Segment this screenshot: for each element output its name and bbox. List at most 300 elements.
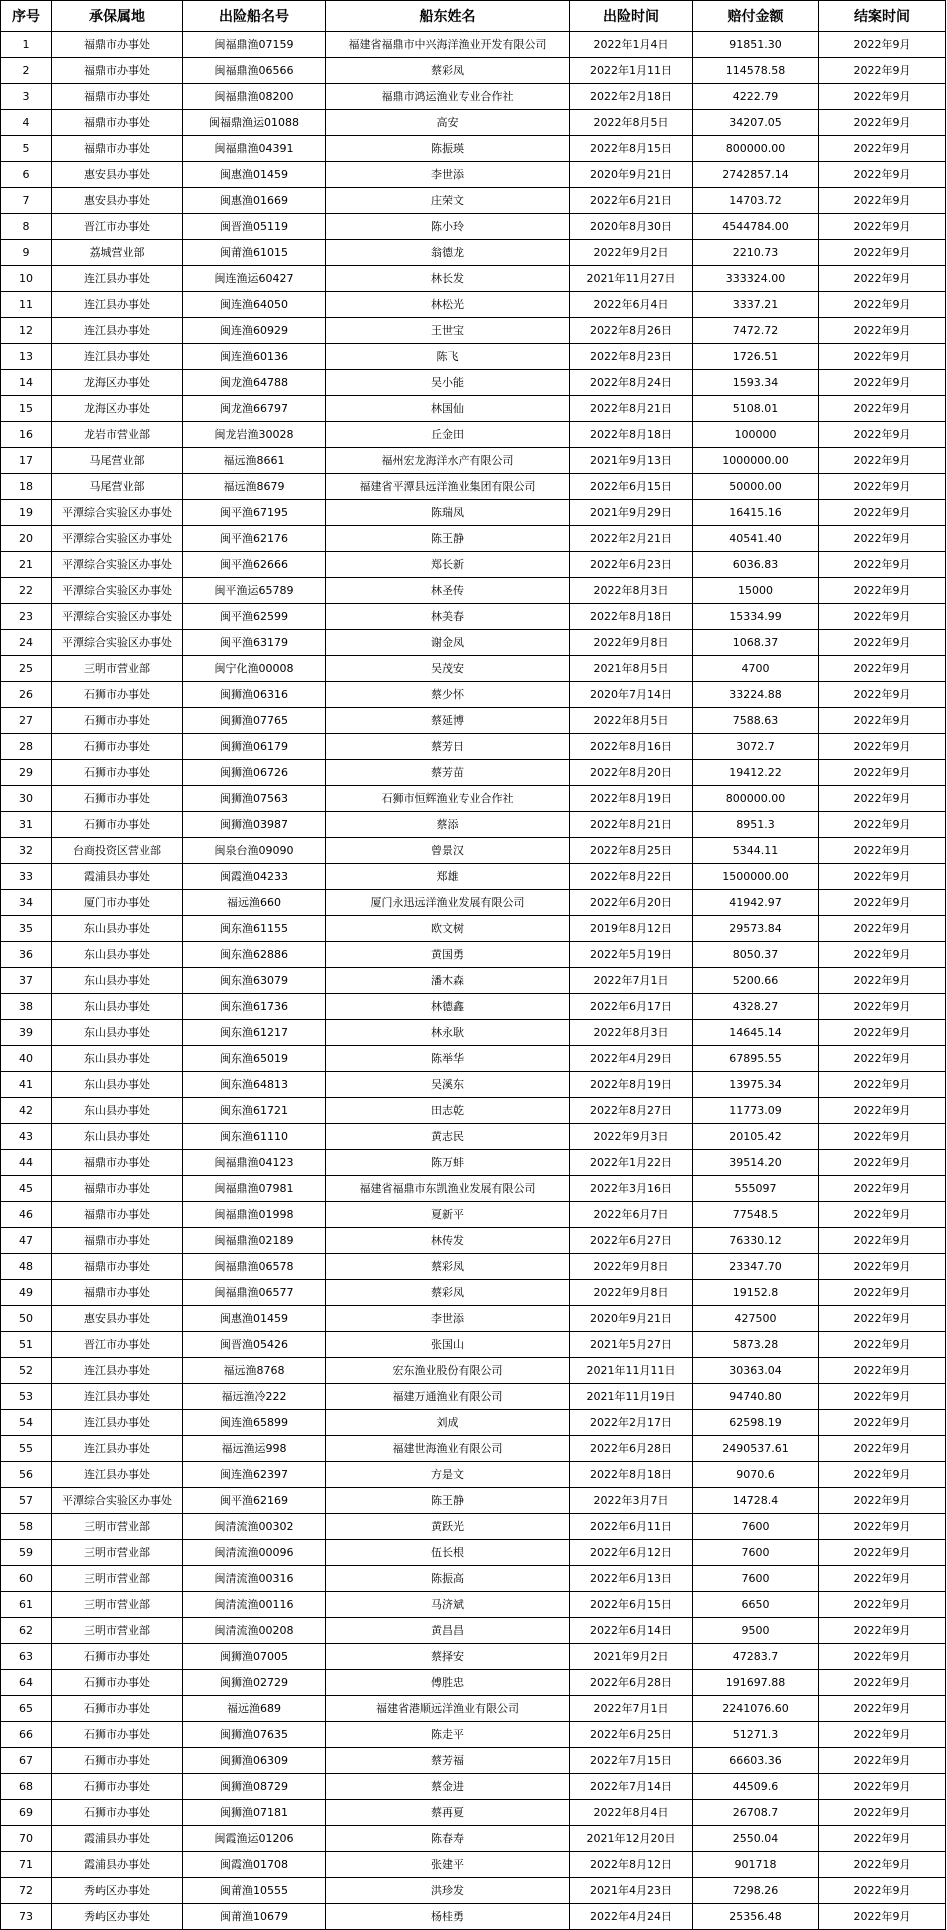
owner-name-cell: 林传发 [326, 1228, 570, 1254]
owner-name-cell: 王世宝 [326, 318, 570, 344]
vessel-name-cell: 福远渔8661 [183, 448, 326, 474]
table-row [1, 266, 946, 292]
index-cell: 54 [1, 1410, 52, 1436]
index-cell: 53 [1, 1384, 52, 1410]
closing-date-cell: 2022年9月 [819, 240, 946, 266]
closing-date-cell: 2022年9月 [819, 1748, 946, 1774]
index-cell: 66 [1, 1722, 52, 1748]
incident-date-cell: 2022年9月3日 [570, 1124, 693, 1150]
table-row [1, 838, 946, 864]
owner-name-cell: 李世添 [326, 162, 570, 188]
vessel-name-cell: 闽连渔60929 [183, 318, 326, 344]
owner-name-cell: 蔡芳苗 [326, 760, 570, 786]
owner-name-cell: 蔡彩凤 [326, 1254, 570, 1280]
insured-location-cell: 龙岩市营业部 [52, 422, 183, 448]
incident-date-cell: 2022年9月2日 [570, 240, 693, 266]
table-row [1, 916, 946, 942]
closing-date-cell: 2022年9月 [819, 214, 946, 240]
index-cell: 14 [1, 370, 52, 396]
owner-name-cell: 陈王静 [326, 1488, 570, 1514]
table-row [1, 1280, 946, 1306]
table-row [1, 630, 946, 656]
payout-amount-cell: 9070.6 [693, 1462, 819, 1488]
payout-amount-cell: 800000.00 [693, 786, 819, 812]
table-header [1, 1, 946, 32]
closing-date-cell: 2022年9月 [819, 578, 946, 604]
closing-date-cell: 2022年9月 [819, 1202, 946, 1228]
vessel-name-cell: 闽莆渔61015 [183, 240, 326, 266]
incident-date-cell: 2020年7月14日 [570, 682, 693, 708]
vessel-name-cell: 闽连渔65899 [183, 1410, 326, 1436]
owner-name-cell: 马济斌 [326, 1592, 570, 1618]
incident-date-cell: 2022年6月15日 [570, 1592, 693, 1618]
insured-location-cell: 平潭综合实验区办事处 [52, 604, 183, 630]
incident-date-cell: 2019年8月12日 [570, 916, 693, 942]
insured-location-cell: 石狮市办事处 [52, 786, 183, 812]
index-cell: 62 [1, 1618, 52, 1644]
incident-date-cell: 2021年4月23日 [570, 1878, 693, 1904]
closing-date-cell: 2022年9月 [819, 1332, 946, 1358]
table-row [1, 1176, 946, 1202]
index-cell: 33 [1, 864, 52, 890]
incident-date-cell: 2022年6月4日 [570, 292, 693, 318]
incident-date-cell: 2022年6月28日 [570, 1436, 693, 1462]
table-row [1, 682, 946, 708]
vessel-name-cell: 闽惠渔01459 [183, 1306, 326, 1332]
insured-location-cell: 东山县办事处 [52, 942, 183, 968]
closing-date-cell: 2022年9月 [819, 1072, 946, 1098]
owner-name-cell: 傅胜忠 [326, 1670, 570, 1696]
owner-name-cell: 陈瑞凤 [326, 500, 570, 526]
vessel-name-cell: 闽龙渔64788 [183, 370, 326, 396]
table-row [1, 1306, 946, 1332]
vessel-name-cell: 闽霞渔01708 [183, 1852, 326, 1878]
insured-location-cell: 平潭综合实验区办事处 [52, 552, 183, 578]
payout-amount-cell: 1068.37 [693, 630, 819, 656]
index-cell: 73 [1, 1904, 52, 1930]
closing-date-cell: 2022年9月 [819, 1488, 946, 1514]
vessel-name-cell: 闽狮渔07635 [183, 1722, 326, 1748]
closing-date-cell: 2022年9月 [819, 84, 946, 110]
payout-amount-cell: 8951.3 [693, 812, 819, 838]
index-cell: 5 [1, 136, 52, 162]
owner-name-cell: 陈振高 [326, 1566, 570, 1592]
insured-location-cell: 连江县办事处 [52, 344, 183, 370]
owner-name-cell: 石狮市恒辉渔业专业合作社 [326, 786, 570, 812]
incident-date-cell: 2022年8月5日 [570, 110, 693, 136]
incident-date-cell: 2022年8月18日 [570, 422, 693, 448]
payout-amount-cell: 91851.30 [693, 32, 819, 58]
incident-date-cell: 2021年11月11日 [570, 1358, 693, 1384]
insured-location-cell: 福鼎市办事处 [52, 1150, 183, 1176]
table-row [1, 292, 946, 318]
insured-location-cell: 福鼎市办事处 [52, 1254, 183, 1280]
payout-amount-cell: 14703.72 [693, 188, 819, 214]
vessel-name-cell: 闽东渔61721 [183, 1098, 326, 1124]
incident-date-cell: 2021年9月2日 [570, 1644, 693, 1670]
table-row [1, 370, 946, 396]
incident-date-cell: 2022年8月12日 [570, 1852, 693, 1878]
index-cell: 10 [1, 266, 52, 292]
owner-name-cell: 李世添 [326, 1306, 570, 1332]
closing-date-cell: 2022年9月 [819, 422, 946, 448]
payout-amount-cell: 9500 [693, 1618, 819, 1644]
incident-date-cell: 2022年9月8日 [570, 1280, 693, 1306]
closing-date-cell: 2022年9月 [819, 526, 946, 552]
payout-amount-cell: 30363.04 [693, 1358, 819, 1384]
vessel-name-cell: 闽泉台渔09090 [183, 838, 326, 864]
incident-date-cell: 2022年7月1日 [570, 1696, 693, 1722]
insured-location-cell: 东山县办事处 [52, 1124, 183, 1150]
insured-location-cell: 晋江市办事处 [52, 214, 183, 240]
vessel-name-cell: 闽狮渔07563 [183, 786, 326, 812]
index-cell: 57 [1, 1488, 52, 1514]
payout-amount-cell: 19412.22 [693, 760, 819, 786]
payout-amount-cell: 114578.58 [693, 58, 819, 84]
insured-location-cell: 荔城营业部 [52, 240, 183, 266]
vessel-name-cell: 福远渔8679 [183, 474, 326, 500]
table-row [1, 1748, 946, 1774]
vessel-name-cell: 闽东渔61110 [183, 1124, 326, 1150]
vessel-name-cell: 闽福鼎渔02189 [183, 1228, 326, 1254]
vessel-name-cell: 闽龙岩渔30028 [183, 422, 326, 448]
owner-name-cell: 翁德龙 [326, 240, 570, 266]
owner-name-cell: 陈举华 [326, 1046, 570, 1072]
payout-amount-cell: 11773.09 [693, 1098, 819, 1124]
incident-date-cell: 2022年6月13日 [570, 1566, 693, 1592]
vessel-name-cell: 闽福鼎渔07159 [183, 32, 326, 58]
payout-amount-cell: 1593.34 [693, 370, 819, 396]
closing-date-cell: 2022年9月 [819, 162, 946, 188]
index-cell: 60 [1, 1566, 52, 1592]
incident-date-cell: 2022年8月23日 [570, 344, 693, 370]
owner-name-cell: 郑长新 [326, 552, 570, 578]
owner-name-cell: 陈走平 [326, 1722, 570, 1748]
owner-name-cell: 福建万通渔业有限公司 [326, 1384, 570, 1410]
closing-date-cell: 2022年9月 [819, 318, 946, 344]
vessel-name-cell: 闽清流渔00302 [183, 1514, 326, 1540]
insured-location-cell: 东山县办事处 [52, 916, 183, 942]
insured-location-cell: 福鼎市办事处 [52, 136, 183, 162]
owner-name-cell: 黄昌昌 [326, 1618, 570, 1644]
payout-amount-cell: 26708.7 [693, 1800, 819, 1826]
table-row [1, 968, 946, 994]
index-cell: 68 [1, 1774, 52, 1800]
payout-amount-cell: 7472.72 [693, 318, 819, 344]
insured-location-cell: 三明市营业部 [52, 1618, 183, 1644]
index-cell: 58 [1, 1514, 52, 1540]
payout-amount-cell: 50000.00 [693, 474, 819, 500]
owner-name-cell: 蔡延博 [326, 708, 570, 734]
vessel-name-cell: 闽清流渔00316 [183, 1566, 326, 1592]
closing-date-cell: 2022年9月 [819, 1826, 946, 1852]
owner-name-cell: 蔡芳福 [326, 1748, 570, 1774]
payout-amount-cell: 2742857.14 [693, 162, 819, 188]
index-cell: 65 [1, 1696, 52, 1722]
insured-location-cell: 东山县办事处 [52, 1072, 183, 1098]
insured-location-cell: 东山县办事处 [52, 1098, 183, 1124]
closing-date-cell: 2022年9月 [819, 864, 946, 890]
owner-name-cell: 宏东渔业股份有限公司 [326, 1358, 570, 1384]
payout-amount-cell: 2490537.61 [693, 1436, 819, 1462]
owner-name-cell: 林永耿 [326, 1020, 570, 1046]
insured-location-cell: 福鼎市办事处 [52, 1280, 183, 1306]
index-cell: 9 [1, 240, 52, 266]
closing-date-cell: 2022年9月 [819, 1046, 946, 1072]
insured-location-cell: 秀屿区办事处 [52, 1878, 183, 1904]
owner-name-cell: 伍长根 [326, 1540, 570, 1566]
index-cell: 31 [1, 812, 52, 838]
owner-name-cell: 厦门永迅远洋渔业发展有限公司 [326, 890, 570, 916]
insured-location-cell: 马尾营业部 [52, 474, 183, 500]
insured-location-cell: 连江县办事处 [52, 318, 183, 344]
vessel-name-cell: 闽晋渔05426 [183, 1332, 326, 1358]
index-cell: 3 [1, 84, 52, 110]
owner-name-cell: 张国山 [326, 1332, 570, 1358]
vessel-name-cell: 闽平渔62176 [183, 526, 326, 552]
vessel-name-cell: 闽惠渔01669 [183, 188, 326, 214]
table-row [1, 1488, 946, 1514]
owner-name-cell: 丘金田 [326, 422, 570, 448]
table-row [1, 1514, 946, 1540]
index-cell: 72 [1, 1878, 52, 1904]
insured-location-cell: 石狮市办事处 [52, 708, 183, 734]
index-cell: 37 [1, 968, 52, 994]
insured-location-cell: 连江县办事处 [52, 1358, 183, 1384]
owner-name-cell: 欧文树 [326, 916, 570, 942]
index-cell: 26 [1, 682, 52, 708]
index-cell: 44 [1, 1150, 52, 1176]
index-cell: 41 [1, 1072, 52, 1098]
payout-amount-cell: 66603.36 [693, 1748, 819, 1774]
incident-date-cell: 2022年6月14日 [570, 1618, 693, 1644]
vessel-name-cell: 福远渔660 [183, 890, 326, 916]
index-cell: 11 [1, 292, 52, 318]
table-row [1, 318, 946, 344]
payout-amount-cell: 14645.14 [693, 1020, 819, 1046]
vessel-name-cell: 闽平渔62169 [183, 1488, 326, 1514]
index-cell: 59 [1, 1540, 52, 1566]
vessel-name-cell: 福远渔8768 [183, 1358, 326, 1384]
table-row [1, 1878, 946, 1904]
closing-date-cell: 2022年9月 [819, 1228, 946, 1254]
index-cell: 47 [1, 1228, 52, 1254]
index-cell: 55 [1, 1436, 52, 1462]
closing-date-cell: 2022年9月 [819, 968, 946, 994]
payout-amount-cell: 4544784.00 [693, 214, 819, 240]
owner-name-cell: 陈飞 [326, 344, 570, 370]
owner-name-cell: 蔡彩凤 [326, 58, 570, 84]
index-cell: 64 [1, 1670, 52, 1696]
owner-name-cell: 黄志民 [326, 1124, 570, 1150]
index-cell: 2 [1, 58, 52, 84]
vessel-name-cell: 闽狮渔07181 [183, 1800, 326, 1826]
incident-date-cell: 2022年8月20日 [570, 760, 693, 786]
incident-date-cell: 2022年8月3日 [570, 578, 693, 604]
insured-location-cell: 平潭综合实验区办事处 [52, 578, 183, 604]
vessel-name-cell: 闽平渔63179 [183, 630, 326, 656]
insured-location-cell: 连江县办事处 [52, 1384, 183, 1410]
table-row [1, 786, 946, 812]
incident-date-cell: 2020年9月21日 [570, 162, 693, 188]
owner-name-cell: 黄国勇 [326, 942, 570, 968]
incident-date-cell: 2022年1月4日 [570, 32, 693, 58]
header-payout-amount: 赔付金额 [693, 1, 819, 32]
payout-amount-cell: 3072.7 [693, 734, 819, 760]
index-cell: 67 [1, 1748, 52, 1774]
closing-date-cell: 2022年9月 [819, 630, 946, 656]
incident-date-cell: 2022年8月21日 [570, 812, 693, 838]
payout-amount-cell: 16415.16 [693, 500, 819, 526]
owner-name-cell: 吴小能 [326, 370, 570, 396]
owner-name-cell: 福建省福鼎市东凯渔业发展有限公司 [326, 1176, 570, 1202]
incident-date-cell: 2022年6月23日 [570, 552, 693, 578]
vessel-name-cell: 闽狮渔06316 [183, 682, 326, 708]
table-row [1, 448, 946, 474]
payout-amount-cell: 20105.42 [693, 1124, 819, 1150]
header-index: 序号 [1, 1, 52, 32]
table-row [1, 1592, 946, 1618]
table-row [1, 1098, 946, 1124]
payout-amount-cell: 1726.51 [693, 344, 819, 370]
payout-amount-cell: 5108.01 [693, 396, 819, 422]
incident-date-cell: 2022年1月11日 [570, 58, 693, 84]
table-row [1, 1254, 946, 1280]
closing-date-cell: 2022年9月 [819, 1878, 946, 1904]
insured-location-cell: 三明市营业部 [52, 1592, 183, 1618]
vessel-name-cell: 闽福鼎渔01998 [183, 1202, 326, 1228]
owner-name-cell: 福鼎市鸿运渔业专业合作社 [326, 84, 570, 110]
index-cell: 17 [1, 448, 52, 474]
insured-location-cell: 三明市营业部 [52, 1566, 183, 1592]
table-row [1, 1020, 946, 1046]
owner-name-cell: 高安 [326, 110, 570, 136]
index-cell: 12 [1, 318, 52, 344]
closing-date-cell: 2022年9月 [819, 1904, 946, 1930]
vessel-name-cell: 闽狮渔07005 [183, 1644, 326, 1670]
table-row [1, 1150, 946, 1176]
payout-amount-cell: 14728.4 [693, 1488, 819, 1514]
closing-date-cell: 2022年9月 [819, 1592, 946, 1618]
payout-amount-cell: 40541.40 [693, 526, 819, 552]
payout-amount-cell: 7600 [693, 1514, 819, 1540]
vessel-name-cell: 闽惠渔01459 [183, 162, 326, 188]
closing-date-cell: 2022年9月 [819, 838, 946, 864]
vessel-name-cell: 闽清流渔00116 [183, 1592, 326, 1618]
payout-amount-cell: 427500 [693, 1306, 819, 1332]
vessel-name-cell: 闽东渔61217 [183, 1020, 326, 1046]
owner-name-cell: 方是文 [326, 1462, 570, 1488]
index-cell: 6 [1, 162, 52, 188]
payout-amount-cell: 39514.20 [693, 1150, 819, 1176]
table-row [1, 1046, 946, 1072]
insured-location-cell: 石狮市办事处 [52, 1696, 183, 1722]
closing-date-cell: 2022年9月 [819, 734, 946, 760]
closing-date-cell: 2022年9月 [819, 1124, 946, 1150]
incident-date-cell: 2022年8月5日 [570, 708, 693, 734]
incident-date-cell: 2022年6月28日 [570, 1670, 693, 1696]
payout-amount-cell: 8050.37 [693, 942, 819, 968]
index-cell: 50 [1, 1306, 52, 1332]
insured-location-cell: 石狮市办事处 [52, 682, 183, 708]
table-row [1, 344, 946, 370]
vessel-name-cell: 闽福鼎渔08200 [183, 84, 326, 110]
incident-date-cell: 2021年9月29日 [570, 500, 693, 526]
payout-amount-cell: 5873.28 [693, 1332, 819, 1358]
insured-location-cell: 龙海区办事处 [52, 396, 183, 422]
index-cell: 63 [1, 1644, 52, 1670]
index-cell: 22 [1, 578, 52, 604]
closing-date-cell: 2022年9月 [819, 370, 946, 396]
owner-name-cell: 洪珍发 [326, 1878, 570, 1904]
vessel-name-cell: 闽莆渔10555 [183, 1878, 326, 1904]
closing-date-cell: 2022年9月 [819, 1280, 946, 1306]
payout-amount-cell: 29573.84 [693, 916, 819, 942]
closing-date-cell: 2022年9月 [819, 708, 946, 734]
table-row [1, 214, 946, 240]
table-row [1, 656, 946, 682]
payout-amount-cell: 44509.6 [693, 1774, 819, 1800]
incident-date-cell: 2022年2月17日 [570, 1410, 693, 1436]
closing-date-cell: 2022年9月 [819, 1436, 946, 1462]
owner-name-cell: 田志乾 [326, 1098, 570, 1124]
vessel-name-cell: 闽晋渔05119 [183, 214, 326, 240]
owner-name-cell: 潘木森 [326, 968, 570, 994]
vessel-name-cell: 闽龙渔66797 [183, 396, 326, 422]
table-row [1, 188, 946, 214]
index-cell: 8 [1, 214, 52, 240]
payout-amount-cell: 1000000.00 [693, 448, 819, 474]
owner-name-cell: 陈王静 [326, 526, 570, 552]
closing-date-cell: 2022年9月 [819, 1566, 946, 1592]
incident-date-cell: 2022年7月15日 [570, 1748, 693, 1774]
closing-date-cell: 2022年9月 [819, 1618, 946, 1644]
payout-amount-cell: 7600 [693, 1566, 819, 1592]
insured-location-cell: 福鼎市办事处 [52, 84, 183, 110]
insured-location-cell: 霞浦县办事处 [52, 1852, 183, 1878]
table-row [1, 1358, 946, 1384]
incident-date-cell: 2021年11月19日 [570, 1384, 693, 1410]
index-cell: 46 [1, 1202, 52, 1228]
incident-date-cell: 2022年6月7日 [570, 1202, 693, 1228]
index-cell: 16 [1, 422, 52, 448]
incident-date-cell: 2022年5月19日 [570, 942, 693, 968]
payout-amount-cell: 4328.27 [693, 994, 819, 1020]
index-cell: 4 [1, 110, 52, 136]
insured-location-cell: 平潭综合实验区办事处 [52, 526, 183, 552]
owner-name-cell: 蔡再夏 [326, 1800, 570, 1826]
closing-date-cell: 2022年9月 [819, 110, 946, 136]
insured-location-cell: 东山县办事处 [52, 1046, 183, 1072]
payout-amount-cell: 191697.88 [693, 1670, 819, 1696]
payout-amount-cell: 94740.80 [693, 1384, 819, 1410]
table-row [1, 1436, 946, 1462]
payout-amount-cell: 19152.8 [693, 1280, 819, 1306]
incident-date-cell: 2022年8月4日 [570, 1800, 693, 1826]
insured-location-cell: 马尾营业部 [52, 448, 183, 474]
closing-date-cell: 2022年9月 [819, 942, 946, 968]
index-cell: 29 [1, 760, 52, 786]
closing-date-cell: 2022年9月 [819, 1020, 946, 1046]
vessel-name-cell: 闽平渔运65789 [183, 578, 326, 604]
vessel-name-cell: 闽东渔65019 [183, 1046, 326, 1072]
closing-date-cell: 2022年9月 [819, 58, 946, 84]
vessel-name-cell: 闽狮渔06309 [183, 1748, 326, 1774]
vessel-name-cell: 闽福鼎渔06577 [183, 1280, 326, 1306]
closing-date-cell: 2022年9月 [819, 344, 946, 370]
payout-amount-cell: 51271.3 [693, 1722, 819, 1748]
insured-location-cell: 秀屿区办事处 [52, 1904, 183, 1930]
